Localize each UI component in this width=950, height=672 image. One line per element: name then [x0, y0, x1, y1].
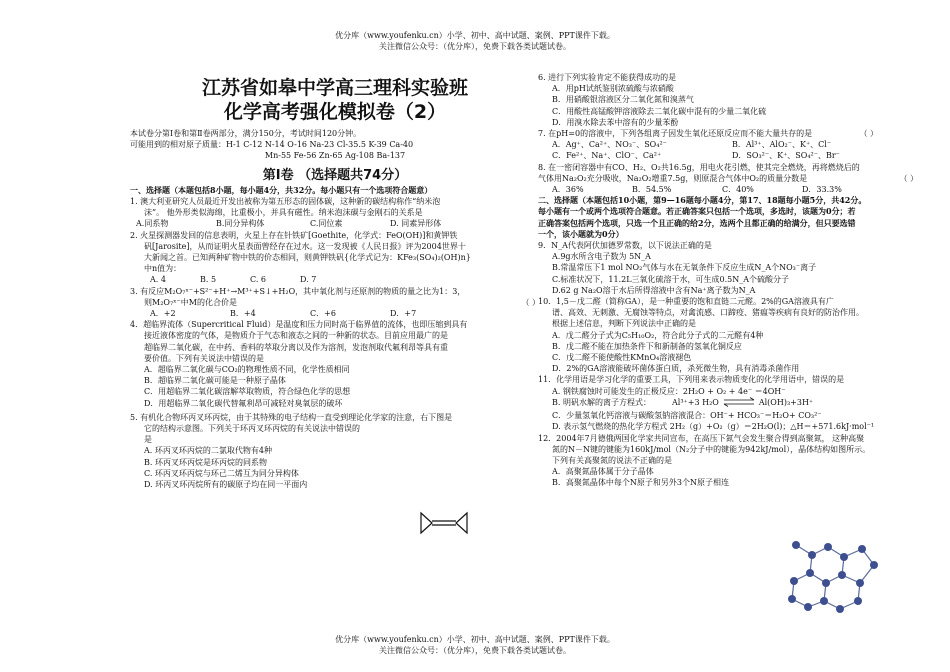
q10-stem-1: 10．1,5－戊二醛（简称GA），是一种重要的饱和直链二元醛。2%的GA溶液具有广	[538, 297, 834, 307]
q12-option-a: A．高聚氮晶体属于分子晶体	[552, 467, 654, 477]
question-4	[130, 319, 540, 409]
intro-line-2: 可能用到的相对原子质量：H-1 C-12 N-14 O-16 Na-23 Cl-35.5 K-39 Ca-40	[130, 140, 414, 150]
q7-option-c: C．Fe²⁺、Na⁺、ClO⁻、Ca²⁺	[552, 151, 662, 161]
question-9	[538, 240, 918, 296]
q8-stem-2: 气体用Na₂O₂充分吸收，Na₂O₂增重7.5g，则原混合气体中O₂的质量分数是	[538, 173, 808, 183]
q9-stem: 9．N_A代表阿伏加德罗常数，以下说法正确的是	[538, 241, 712, 251]
q9-option-b: B.常温常压下1 mol NO₂气体与水在无氧条件下反应生成N_A个NO₃⁻离子	[552, 263, 817, 273]
q3-option-b: B．+4	[230, 309, 256, 319]
q12-option-b: B．高聚氮晶体中每个N原子和另外3个N原子相连	[552, 478, 729, 488]
question-11	[538, 374, 918, 432]
q3-answer-paren: （ ）	[521, 297, 540, 307]
left-column	[130, 70, 540, 490]
q12-stem-2: 氮的N－N键的键能为160kJ/mol（N₂分子中的键能为942kJ/mol），晶体结构如图所示。	[552, 444, 871, 454]
q11-option-c: C．少量氢氧化钙溶液与碳酸氢钠溶液混合：OH⁻+ HCO₃⁻＝H₂O+ CO₃²⁻	[552, 411, 822, 421]
question-8	[538, 162, 918, 196]
part-2-line-3: 正确答案包括两个选项，只选一个且正确的给2分，选两个且都正确的给满分，但只要选错	[538, 217, 856, 228]
q2-option-a: A. 4	[150, 275, 166, 285]
q11-option-b-label: B. 明矾水解的离子方程式：	[552, 397, 651, 407]
q9-option-d: D.62 g Na₂O溶于水后所得溶液中含有Na⁺离子数为N_A	[552, 285, 756, 295]
q5-stem-1: 5. 有机化合物环丙叉环丙烷，由于其特殊的电子结构一直受到理论化学家的注意，右下图是	[130, 412, 453, 422]
q2-stem-2: 矾[Jarosite]，从而证明火星表面曾经存在过水。这一发现被《人民日报》评为2004世界十	[144, 241, 466, 251]
q9-option-c: C.标准状况下，11.2L三氧化硫溶于水，可生成0.5N_A个硫酸分子	[552, 274, 790, 284]
question-3	[130, 286, 540, 320]
q3-option-a: A．+2	[150, 309, 176, 319]
q1-stem-1: 1. 澳大利亚研究人员最近开发出被称为第五形态的固体碳，这种新的碳结构称作“纳米泡	[130, 197, 441, 207]
part-2-heading	[538, 195, 918, 240]
q2-stem-1: 2. 火星探测器发回的信息表明，火星上存在针铁矿[Goethite，化学式：FeO(OH)]和黄钾铁	[130, 230, 458, 240]
q4-stem-2: 接近液体密度的气体，是物质介于气态和液态之间的一种新的状态。目前应用最广的是	[144, 331, 448, 341]
q1-option-b: B.同分异构体	[216, 219, 265, 229]
q6-option-c: C．用酸性高锰酸钾溶液除去二氧化碳中混有的少量二氧化硫	[552, 106, 767, 116]
page-header	[0, 30, 950, 52]
q12-stem-1: 12．2004年7月德俄两国化学家共同宣布，在高压下氮气会发生聚合得到高聚氮， 这种高聚	[538, 433, 865, 443]
q10-option-a: A．戊二醛分子式为C₅H₁₀O₂，符合此分子式的二元醛有4种	[552, 330, 764, 340]
q2-stem-4: 中n值为：	[144, 264, 182, 274]
q10-option-c: C．戊二醛不能使酸性KMnO₄溶液褪色	[552, 353, 692, 363]
q4-option-c: C．用超临界二氧化碳溶解萃取物质，符合绿色化学的思想	[144, 387, 351, 397]
question-10	[538, 296, 918, 374]
footer-line-2: 关注微信公众号：（优分库），免费下载各类试题试卷。	[379, 646, 571, 655]
q8-option-d: D．33.3%	[802, 185, 842, 195]
question-1	[130, 196, 540, 230]
q11-stem-1: 11．化学用语是学习化学的重要工具，下列用来表示物质变化的化学用语中，错误的是	[538, 375, 845, 385]
q4-option-d: D．用超临界二氧化碳代替氟利昂可减轻对臭氧层的破坏	[144, 398, 343, 408]
q8-answer-paren: （ ）	[899, 173, 918, 183]
q4-stem-3: 超临界二氧化碳，在中药、香料的萃取分离以及作为溶剂，发泡剂取代氟利昂等具有重	[144, 342, 448, 352]
q5-option-a: A. 环丙叉环丙烷的二氯取代物有4种	[144, 446, 272, 456]
q5-option-b: B. 环丙叉环丙烷是环丙烷的同系物	[144, 457, 267, 467]
right-column	[538, 72, 918, 489]
question-5	[130, 412, 540, 490]
q8-option-c: C．40%	[722, 185, 754, 195]
footer-line-1: 优分库（www.youfenku.cn）小学、初中、高中试题、案例、PPT课件下载。	[335, 635, 615, 644]
q11-option-b-left: Al³⁺+3 H₂O	[672, 397, 719, 407]
q2-option-d: D. 7	[300, 275, 317, 285]
q6-stem: 6. 进行下列实验肯定不能获得成功的是	[538, 73, 677, 82]
q7-option-d: D．SO₃²⁻、K⁺、SO₄²⁻、Br⁻	[732, 151, 840, 161]
q5-stem-2: 它的结构示意图。下列关于环丙叉环丙烷的有关说法中错误的	[144, 424, 360, 434]
q4-stem-1: 4．超临界流体（Supercritical Fluid）是温度和压力同时高于临界值的流体，也即压缩到具有	[130, 320, 468, 330]
q3-option-c: C．+6	[310, 309, 336, 319]
part-2-line-4: 一个，该小题就为0分）	[538, 228, 624, 239]
q4-option-b: B．超临界二氧化碳可能是一种原子晶体	[144, 376, 286, 386]
question-6	[538, 72, 918, 128]
q8-option-b: B．54.5%	[632, 185, 672, 195]
q2-option-c: C. 6	[250, 275, 267, 285]
q10-stem-2: 谱、高效、无刺激、无腐蚀等特点，对禽流感、口蹄疫、猪瘟等疾病有良好的防治作用。	[552, 308, 864, 318]
q11-option-d: D. 表示氢气燃烧的热化学方程式 2H₂（g）+O₂（g）＝2H₂O(l)；△H＝+571.6kJ·mol⁻¹	[552, 422, 875, 432]
polymeric-nitrogen-crystal-structure	[782, 535, 882, 617]
q6-option-a: A．用pH试纸鉴别浓硫酸与浓硝酸	[552, 84, 674, 94]
q7-stem: 7. 在pH=0的溶液中，下列各组离子因发生氧化还原反应而不能大量共存的是	[538, 129, 813, 139]
question-7	[538, 128, 918, 162]
q4-option-a: A．超临界二氧化碳与CO₂的物理性质不同，化学性质相同	[144, 365, 350, 375]
q10-option-d: D．2%的GA溶液能破坏菌体蛋白质，杀死微生物，具有消毒杀菌作用	[552, 364, 800, 374]
q1-option-c: C.同位素	[310, 219, 343, 229]
q2-option-b: B. 5	[200, 275, 217, 285]
q10-option-b: B．戊二醛不能在加热条件下和新制备的氢氧化铜反应	[552, 341, 742, 351]
cyclopropylidenecyclopropane-structure	[418, 510, 470, 536]
header-line-2: 关注微信公众号：（优分库），免费下载各类试题试卷。	[379, 42, 571, 51]
exam-title-line-1: 江苏省如皋中学高三理科实验班	[201, 77, 468, 99]
q7-option-a: A．Ag⁺、Ca²⁺、NO₃⁻、SO₄²⁻	[552, 140, 667, 150]
q10-stem-3: 根据上述信息，判断下列说法中正确的是	[552, 319, 696, 329]
q3-stem-1: 3. 有反应M₂O₇ˣ⁻+S²⁻+H⁺→M³⁺+S↓+H₂O，其中氧化剂与还原剂的物质的量之比为1：3，	[130, 286, 466, 296]
q1-stem-2: 沫”。 他外形类似海绵，比重极小，并具有磁性。纳米泡沫碳与金刚石的关系是	[144, 208, 423, 218]
reversible-arrow-icon	[722, 397, 756, 407]
q2-stem-3: 大新闻之首。已知两种矿物中铁的价态相同，则黄钾铁矾{化学式记为：KFe₃(SO₄)₂(OH)n}	[144, 253, 471, 263]
q9-option-a: A.9g水所含电子数为 5N_A	[552, 252, 651, 262]
q3-stem-2: 则M₂O₇ˣ⁻中M的化合价是	[144, 297, 237, 307]
q8-option-a: A．36%	[552, 185, 584, 195]
q6-option-b: B．用硝酸银溶液区分二氧化氮和溴蒸气	[552, 95, 694, 105]
q1-option-d: D. 同素异形体	[390, 219, 442, 229]
page-footer	[0, 634, 950, 656]
q11-option-a: A. 钢铁腐蚀时可能发生的正极反应：2H₂O + O₂ + 4e⁻ ＝4OH⁻	[552, 386, 786, 396]
part-2-line-2: 每小题有一个或两个选项符合题意。若正确答案只包括一个选项，多选时，该题为0分；若	[538, 206, 856, 217]
q1-option-a: A.同系物	[136, 219, 169, 229]
q7-option-b: B．Al³⁺、AlO₂⁻、K⁺、Cl⁻	[732, 140, 832, 150]
q3-option-d: D．+7	[390, 309, 417, 319]
q6-option-d: D．用溴水除去苯中溶有的少量苯酚	[552, 117, 679, 127]
exam-title-line-2: 化学高考强化模拟卷（2）	[223, 101, 447, 123]
q5-stem-3: 是	[144, 435, 152, 445]
q5-option-c: C. 环丙叉环丙烷与环己二烯互为同分异构体	[144, 468, 299, 478]
question-12	[538, 433, 918, 489]
q12-stem-3: 下列有关高聚氮的说法不正确的是	[552, 455, 672, 465]
section-1-title: 第Ⅰ卷 （选择题共74分）	[262, 167, 408, 183]
q4-stem-4: 要价值。下列有关说法中错误的是	[144, 353, 264, 363]
q8-stem-1: 8. 在一密闭容器中有CO、H₂、O₂共16.5g，用电火花引燃，使其完全燃烧，再将燃烧后的	[538, 162, 860, 172]
q11-option-b-right: Al(OH)₃+3H⁺	[758, 397, 814, 407]
header-line-1: 优分库（www.youfenku.cn）小学、初中、高中试题、案例、PPT课件下载。	[335, 31, 615, 40]
q7-answer-paren: （ ）	[859, 129, 878, 139]
question-2	[130, 230, 540, 286]
intro-line-3: Mn-55 Fe-56 Zn-65 Ag-108 Ba-137	[264, 151, 406, 161]
part-2-line-1: 二、选择题（本题包括10小题，第9—16题每小题4分，第17、18题每小题5分，共42分。	[538, 195, 867, 206]
intro-line-1: 本试卷分第Ⅰ卷和第Ⅱ卷两部分，满分150分，考试时间120分钟。	[130, 129, 362, 138]
part-1-heading: 一、选择题（本题包括8小题，每小题4分，共32分。每小题只有一个选项符合题意）	[130, 184, 433, 195]
q5-option-d: D. 环丙叉环丙烷所有的碳原子均在同一平面内	[144, 480, 308, 490]
